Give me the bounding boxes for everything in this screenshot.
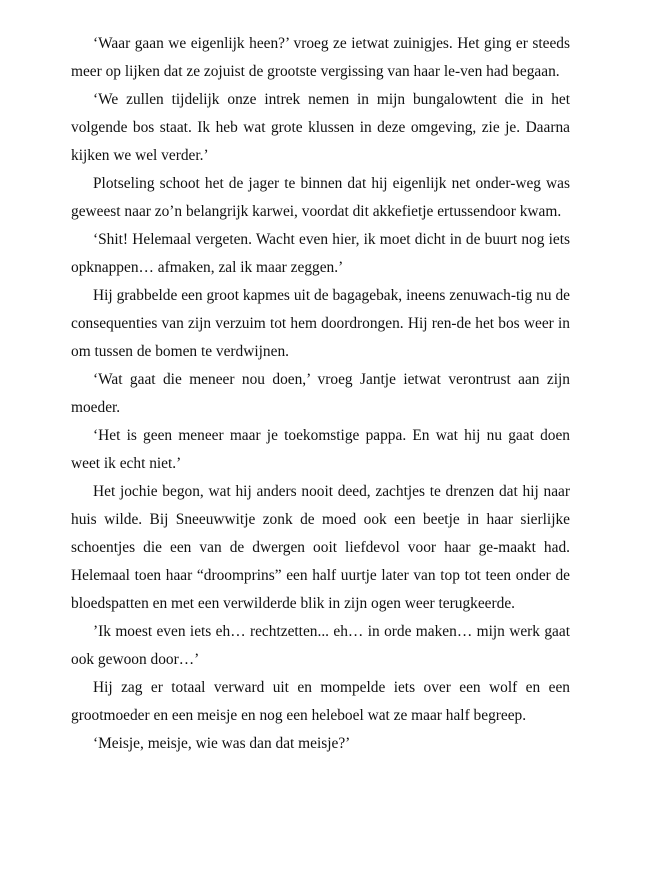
paragraph: ‘Shit! Helemaal vergeten. Wacht even hier, ik moet dicht in de buurt nog iets opknappen… afmaken, zal ik maar zeggen.’ [71,231,570,276]
paragraph: Plotseling schoot het de jager te binnen dat hij eigenlijk net onder-weg was geweest naar zo’n belangrijk karwei, voordat dit akkefietje ertussendoor kwam. [71,175,570,220]
document-page [71,30,570,758]
paragraph: ‘We zullen tijdelijk onze intrek nemen in mijn bungalowtent die in het volgende bos staat. Ik heb wat grote klussen in deze omgeving, zie je. Daarna kijken we wel verder.’ [71,91,570,164]
paragraph: ‘Waar gaan we eigenlijk heen?’ vroeg ze ietwat zuinigjes. Het ging er steeds meer op lijken dat ze zojuist de grootste vergissing van haar le-ven had begaan. [71,35,570,80]
paragraph: ‘Meisje, meisje, wie was dan dat meisje?’ [93,735,351,752]
paragraph: ’Ik moest even iets eh… rechtzetten... eh… in orde maken… mijn werk gaat ook gewoon door…’ [71,623,570,668]
paragraph: Hij zag er totaal verward uit en mompelde iets over een wolf en een grootmoeder en een meisje en nog een heleboel wat ze maar half begreep. [71,679,570,724]
paragraph: Hij grabbelde een groot kapmes uit de bagagebak, ineens zenuwach-tig nu de consequenties van zijn verzuim tot hem doordrongen. Hij ren-de het bos weer in om tussen de bomen te verdwijnen. [71,287,570,360]
paragraph: ‘Het is geen meneer maar je toekomstige pappa. En wat hij nu gaat doen weet ik echt niet.’ [71,427,570,472]
paragraph: ‘Wat gaat die meneer nou doen,’ vroeg Jantje ietwat verontrust aan zijn moeder. [71,371,570,416]
paragraph: Het jochie begon, wat hij anders nooit deed, zachtjes te drenzen dat hij naar huis wilde. Bij Sneeuwwitje zonk de moed ook een beetje in haar sierlijke schoentjes die een van de dwergen ooit liefdevol voor haar ge-maakt had. Helemaal toen haar “droomprins” een half uurtje later van top tot teen onder de bloedspatten en met een verwilderde blik in zijn ogen weer terugkeerde. [71,483,570,612]
